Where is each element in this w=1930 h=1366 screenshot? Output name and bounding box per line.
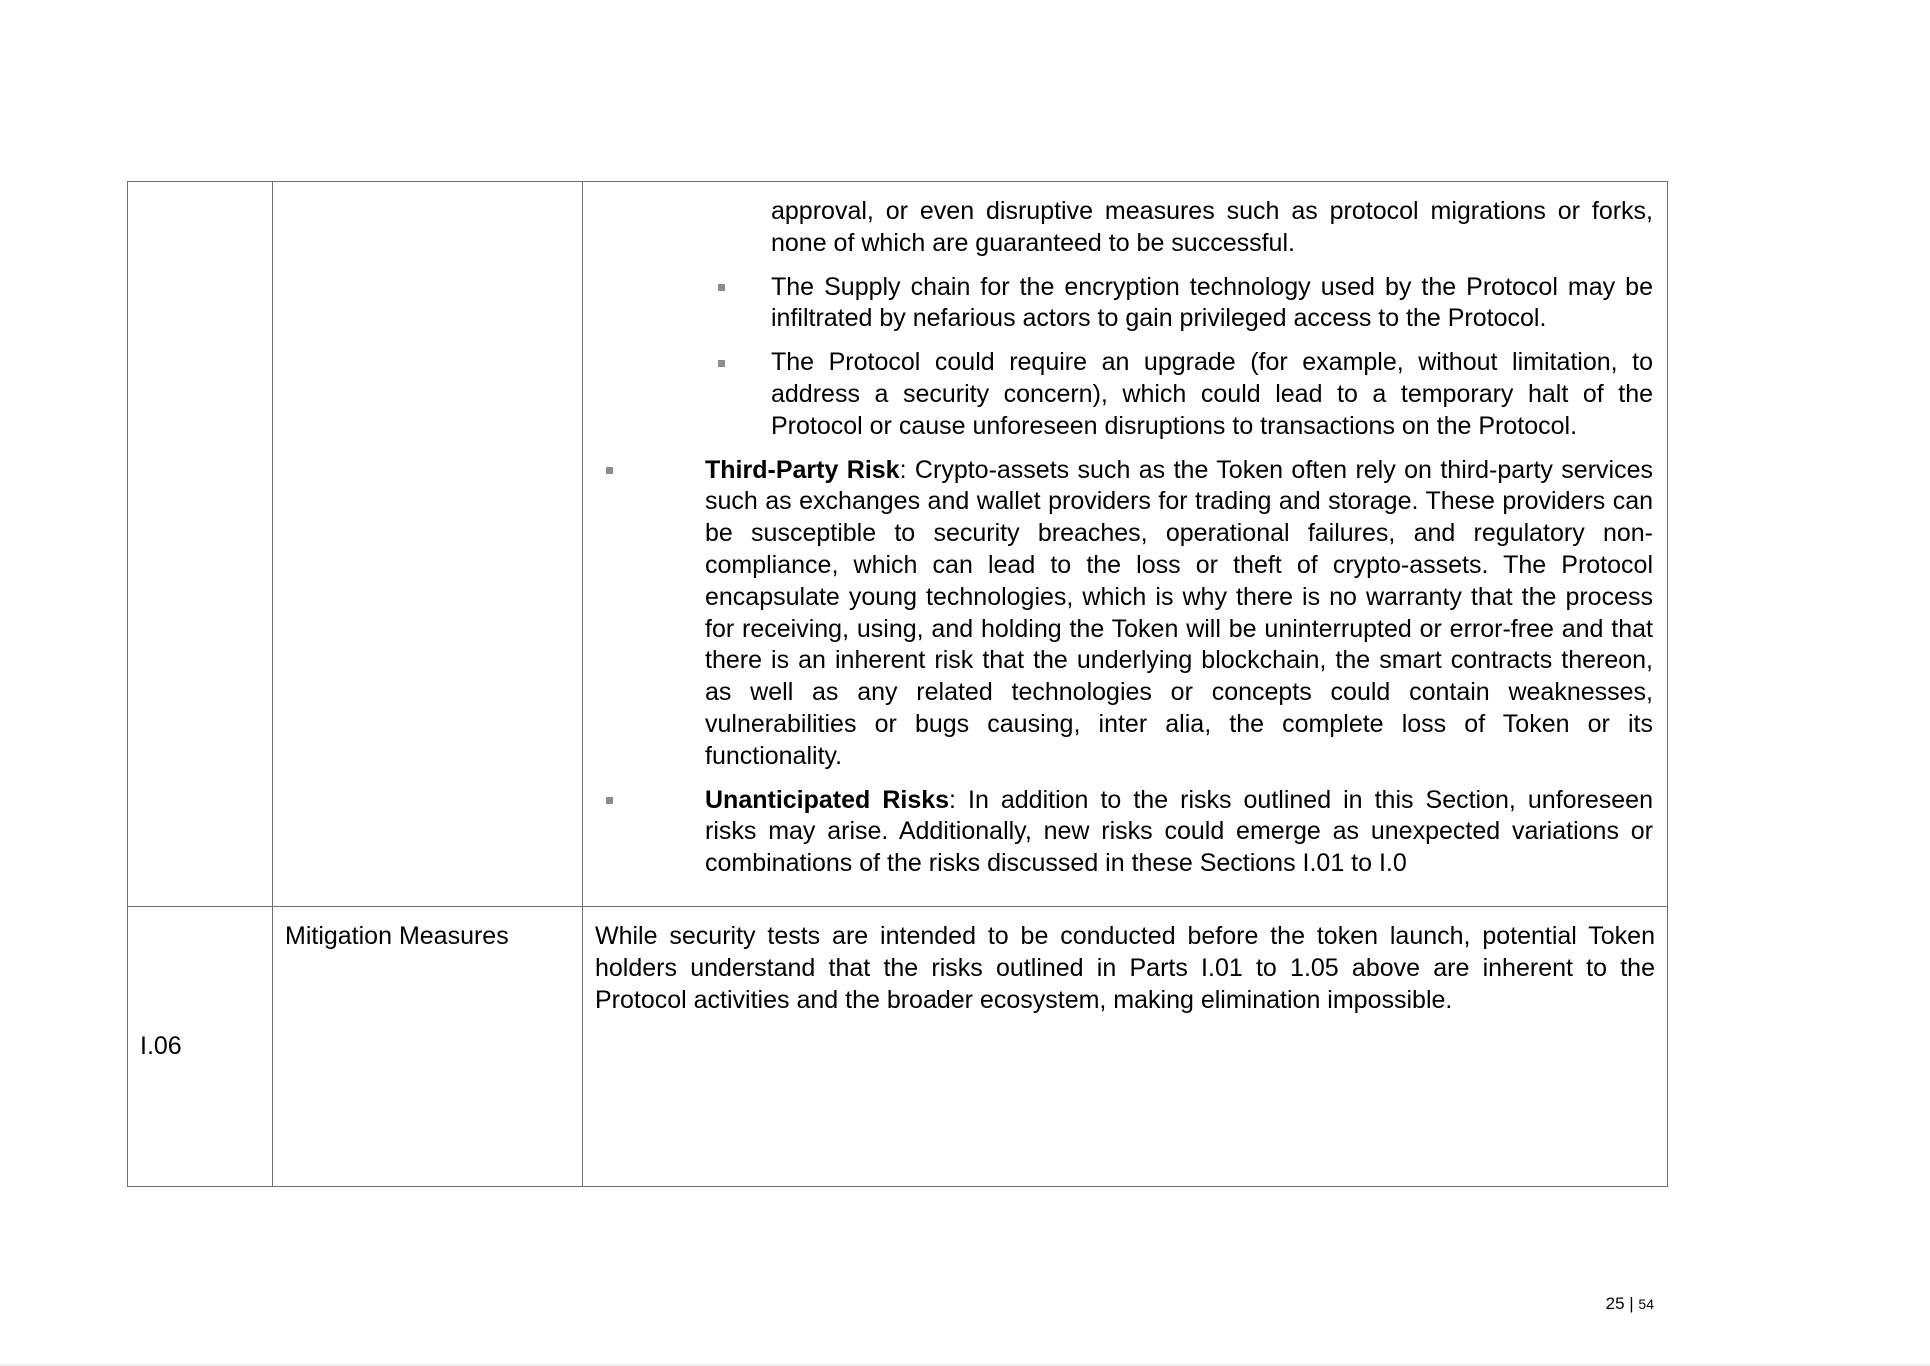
square-bullet-icon xyxy=(707,347,735,379)
section-number xyxy=(128,182,272,210)
sub-item-text: The Supply chain for the encryption technology used by the Protocol may be infiltrated by nefarious actors to gain privileged access to the Protocol. xyxy=(771,272,1653,333)
sub-list-item xyxy=(595,272,1653,336)
risk-table xyxy=(127,181,1668,1187)
square-bullet-icon xyxy=(595,455,623,487)
page-total: 54 xyxy=(1638,1296,1654,1312)
risk-description: : In addition to the risks outlined in this Section, unforeseen risks may arise. Additionally, new risks could emerge as unexpected variations or combinations of the risks discussed in these Sections I.01 to I.0 xyxy=(705,785,1653,878)
section-number-cell xyxy=(128,182,273,907)
sub-list-item xyxy=(595,347,1653,442)
section-number: I.06 xyxy=(140,1031,182,1060)
risk-item-body xyxy=(705,455,1653,773)
section-content-cell xyxy=(583,182,1668,907)
section-text: While security tests are intended to be conducted before the token launch, potential Token holders understand that the risks outlined in Parts I.01 to 1.05 above are inherent to the Protocol activities and the broader ecosystem, making elimination impossible. xyxy=(595,921,1655,1014)
risk-item-body xyxy=(705,785,1653,880)
square-bullet-icon xyxy=(707,272,735,304)
table-row-continued xyxy=(128,182,1668,907)
page-current: 25 xyxy=(1605,1294,1625,1313)
table-row-i06 xyxy=(128,906,1668,1186)
risk-description: : Crypto-assets such as the Token often rely on third-party services such as exchanges and wallet providers for trading and storage. These providers can be susceptible to security breaches, operational failures, and regulatory non-compliance, which can lead to the loss or theft of crypto-assets. The Protocol encapsulate young technologies, which is why there is no warranty that the process for receiving, using, and holding the Token will be uninterrupted or error-free and that there is an inherent risk that the underlying blockchain, the smart contracts thereon, as well as any related technologies or concepts could contain weaknesses, vulnerabilities or bugs causing, inter alia, the complete loss of Token or its functionality. xyxy=(705,455,1653,770)
section-title-cell xyxy=(273,906,583,1186)
sub-item-text: The Protocol could require an upgrade (for example, without limitation, to address a security concern), which could lead to a temporary halt of the Protocol or cause unforeseen disruptions to transactions on the Protocol. xyxy=(771,348,1653,440)
section-number-cell xyxy=(128,906,273,1186)
section-title: Mitigation Measures xyxy=(285,921,509,950)
page-separator: | xyxy=(1629,1294,1634,1313)
risk-term: Unanticipated Risks xyxy=(705,785,950,814)
square-bullet-icon xyxy=(595,785,623,817)
section-title-cell xyxy=(273,182,583,907)
sub-item-continuation: approval, or even disruptive measures such as protocol migrations or forks, none of which are guaranteed to be successful. xyxy=(771,197,1653,257)
section-content-cell xyxy=(583,906,1668,1186)
risk-term: Third-Party Risk xyxy=(705,455,900,484)
risk-item-unanticipated xyxy=(595,785,1653,880)
section-title xyxy=(273,182,582,210)
risk-item-third-party xyxy=(595,455,1653,773)
page-number xyxy=(1606,1294,1654,1314)
